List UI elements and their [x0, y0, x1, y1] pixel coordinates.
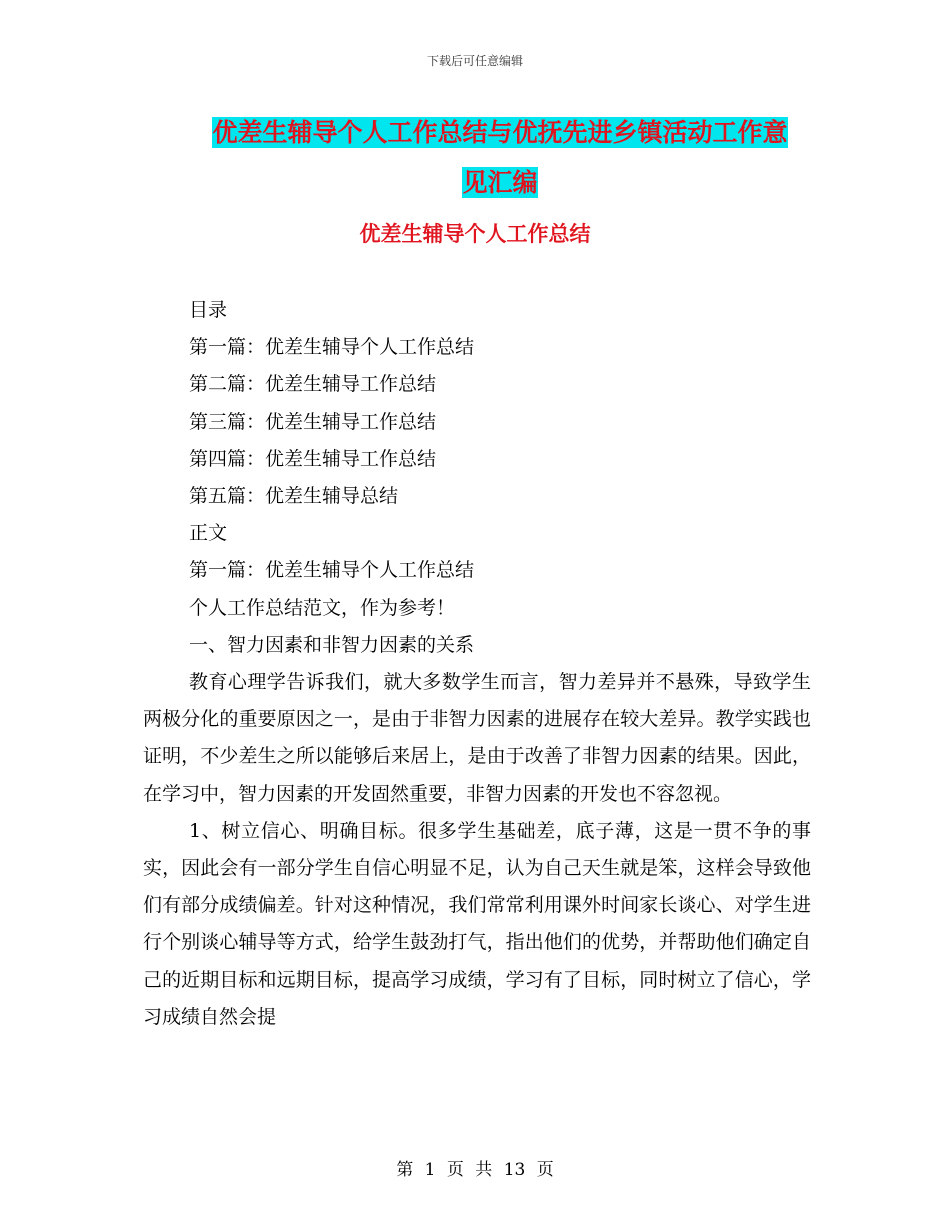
- paragraph: 1、树立信心、明确目标。很多学生基础差，底子薄，这是一贯不争的事实，因此会有一部分学生自信心明显不足，认为自己天生就是笨，这样会导致他们有部分成绩偏差。针对这种情况，我们常常利用课外时间家长谈心、对学生进行个别谈心辅导等方式，给学生鼓劲打气，指出他们的优势，并帮助他们确定自己的近期目标和远期目标，提高学习成绩，学习有了目标，同时树立了信心，学习成绩自然会提: [143, 819, 811, 1028]
- toc-item: 第二篇：优差生辅导工作总结: [189, 373, 437, 396]
- toc-item: 第三篇：优差生辅导工作总结: [189, 410, 437, 433]
- document-title: [190, 108, 810, 208]
- body-heading: 正文: [189, 522, 228, 545]
- toc-item: 第五篇：优差生辅导总结: [189, 485, 399, 508]
- paragraph: 教育心理学告诉我们，就大多数学生而言，智力差异并不悬殊，导致学生两极分化的重要原因之一，是由于非智力因素的进展存在较大差异。教学实践也证明，不少差生之所以能够后来居上，是由于改善了非智力因素的结果。因此，在学习中，智力因素的开发固然重要，非智力因素的开发也不容忽视。: [143, 671, 811, 805]
- chapter-heading: 第一篇：优差生辅导个人工作总结: [189, 559, 475, 582]
- page-footer: 第 1 页 共 13 页: [396, 1160, 554, 1180]
- header-note: 下载后可任意编辑: [426, 54, 523, 68]
- intro-line: 个人工作总结范文，作为参考！: [189, 596, 456, 619]
- toc-item: 第四篇：优差生辅导工作总结: [189, 447, 437, 470]
- toc-heading: 目录: [189, 299, 228, 321]
- document-title-line-2: 见汇编: [462, 168, 538, 197]
- document-body: [143, 292, 811, 1036]
- section-heading: 一、智力因素和非智力因素的关系: [189, 633, 475, 656]
- toc-item: 第一篇：优差生辅导个人工作总结: [189, 336, 475, 359]
- document-title-line-1: 优差生辅导个人工作总结与优抚先进乡镇活动工作意: [212, 118, 788, 147]
- section-title: 优差生辅导个人工作总结: [359, 222, 591, 246]
